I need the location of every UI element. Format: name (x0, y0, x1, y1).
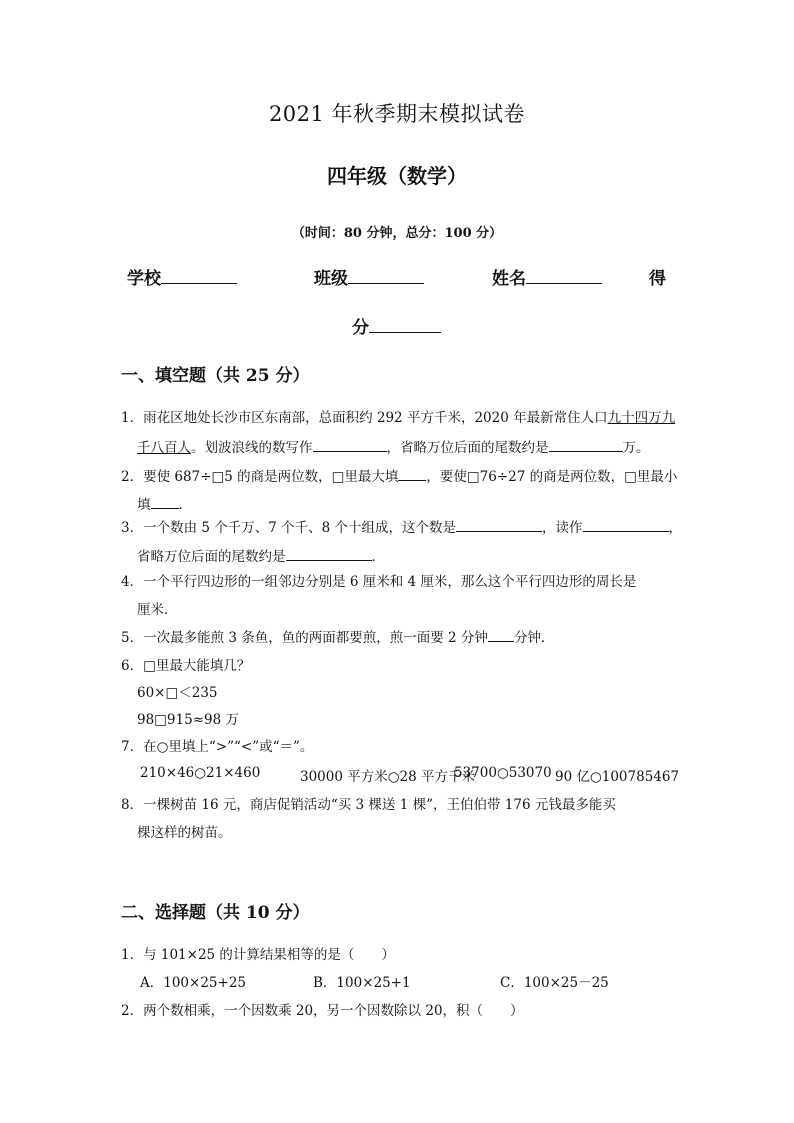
q1-blank1[interactable] (313, 450, 387, 452)
time-info: （时间：80 分钟，总分：100 分） (291, 226, 503, 241)
s2-q1: 1．与 101×25 的计算结果相等的是（ ） (121, 947, 395, 963)
class-label: 班级 (314, 269, 348, 289)
class-field (314, 264, 424, 289)
score-field (352, 313, 441, 338)
q4-line1: 4．一个平行四边形的一组邻边分别是 6 厘米和 4 厘米，那么这个平行四边形的周长是 (121, 574, 637, 590)
q7-item-2: 30000 平方米○28 平方千米 (300, 769, 475, 785)
name-label: 姓名 (492, 269, 526, 289)
q1-line1: 1．雨花区地处长沙市区东南部，总面积约 292 平方千米，2020 年最新常住人口九十四万九 (121, 410, 676, 426)
school-blank[interactable] (161, 282, 237, 284)
s2-q1-option-a[interactable]: A．100×25+25 (140, 975, 246, 991)
score-label-de: 得 (649, 269, 666, 289)
score-label-fen: 分 (352, 318, 369, 338)
q7-item-1: 210×46○21×460 (140, 765, 261, 781)
q6-line1: 6．□里最大能填几？ (121, 658, 251, 674)
q6-line2: 60×□＜235 (137, 685, 218, 701)
q2-line2: 填 ． (137, 497, 192, 513)
q3-blank3[interactable] (286, 559, 372, 561)
q2-line1: 2．要使 687÷□5 的商是两位数，□里最大填 ，要使□76÷27 的商是两位数，□里最小 (121, 469, 678, 485)
q1-wavy-number: 九十四万九 (607, 410, 676, 426)
q2-blank2[interactable] (151, 507, 179, 509)
s2-q1-option-b[interactable]: B．100×25+1 (313, 975, 411, 991)
q7-item-4: 90 亿○100785467 (555, 769, 680, 785)
s2-q2: 2．两个数相乘，一个因数乘 20，另一个因数除以 20，积（ ） (121, 1003, 524, 1019)
score-blank[interactable] (369, 331, 441, 333)
q6-line3: 98□915≈98 万 (137, 712, 239, 728)
s2-q1-option-c[interactable]: C．100×25－25 (500, 975, 609, 991)
q3-line1: 3．一个数由 5 个千万、7 个千、8 个十组成，这个数是 ，读作 ， (121, 520, 683, 536)
q7-line1: 7．在○里填上“>”“<”或“＝”。 (121, 739, 314, 755)
name-blank[interactable] (526, 282, 602, 284)
class-blank[interactable] (348, 282, 424, 284)
school-label: 学校 (127, 269, 161, 289)
q3-blank1[interactable] (456, 530, 542, 532)
q5-blank[interactable] (488, 640, 514, 642)
q3-line2: 省略万位后面的尾数约是 ． (137, 549, 385, 565)
q3-blank2[interactable] (583, 530, 669, 532)
q1-line2: 千八百人。划波浪线的数写作 ，省略万位后面的尾数约是 万。 (137, 440, 650, 456)
section2-heading: 二、选择题（共 10 分） (121, 903, 310, 923)
school-field (127, 264, 237, 289)
q7-item-3: 53700○53070 (454, 765, 552, 781)
exam-title: 2021 年秋季期末模拟试卷 (268, 102, 526, 126)
q1-blank2[interactable] (549, 450, 623, 452)
name-field (492, 264, 602, 289)
exam-subtitle: 四年级（数学） (327, 164, 467, 188)
q8-line2: 棵这样的树苗。 (137, 825, 232, 841)
q4-line2: 厘米． (137, 602, 178, 618)
q8-line1: 8．一棵树苗 16 元，商店促销活动“买 3 棵送 1 棵”，王伯伯带 176 元钱最多能买 (121, 797, 616, 813)
q5-line1: 5．一次最多能煎 3 条鱼，鱼的两面都要煎，煎一面要 2 分钟 分钟． (121, 630, 555, 646)
section1-heading: 一、填空题（共 25 分） (121, 366, 310, 386)
q2-blank1[interactable] (398, 479, 426, 481)
